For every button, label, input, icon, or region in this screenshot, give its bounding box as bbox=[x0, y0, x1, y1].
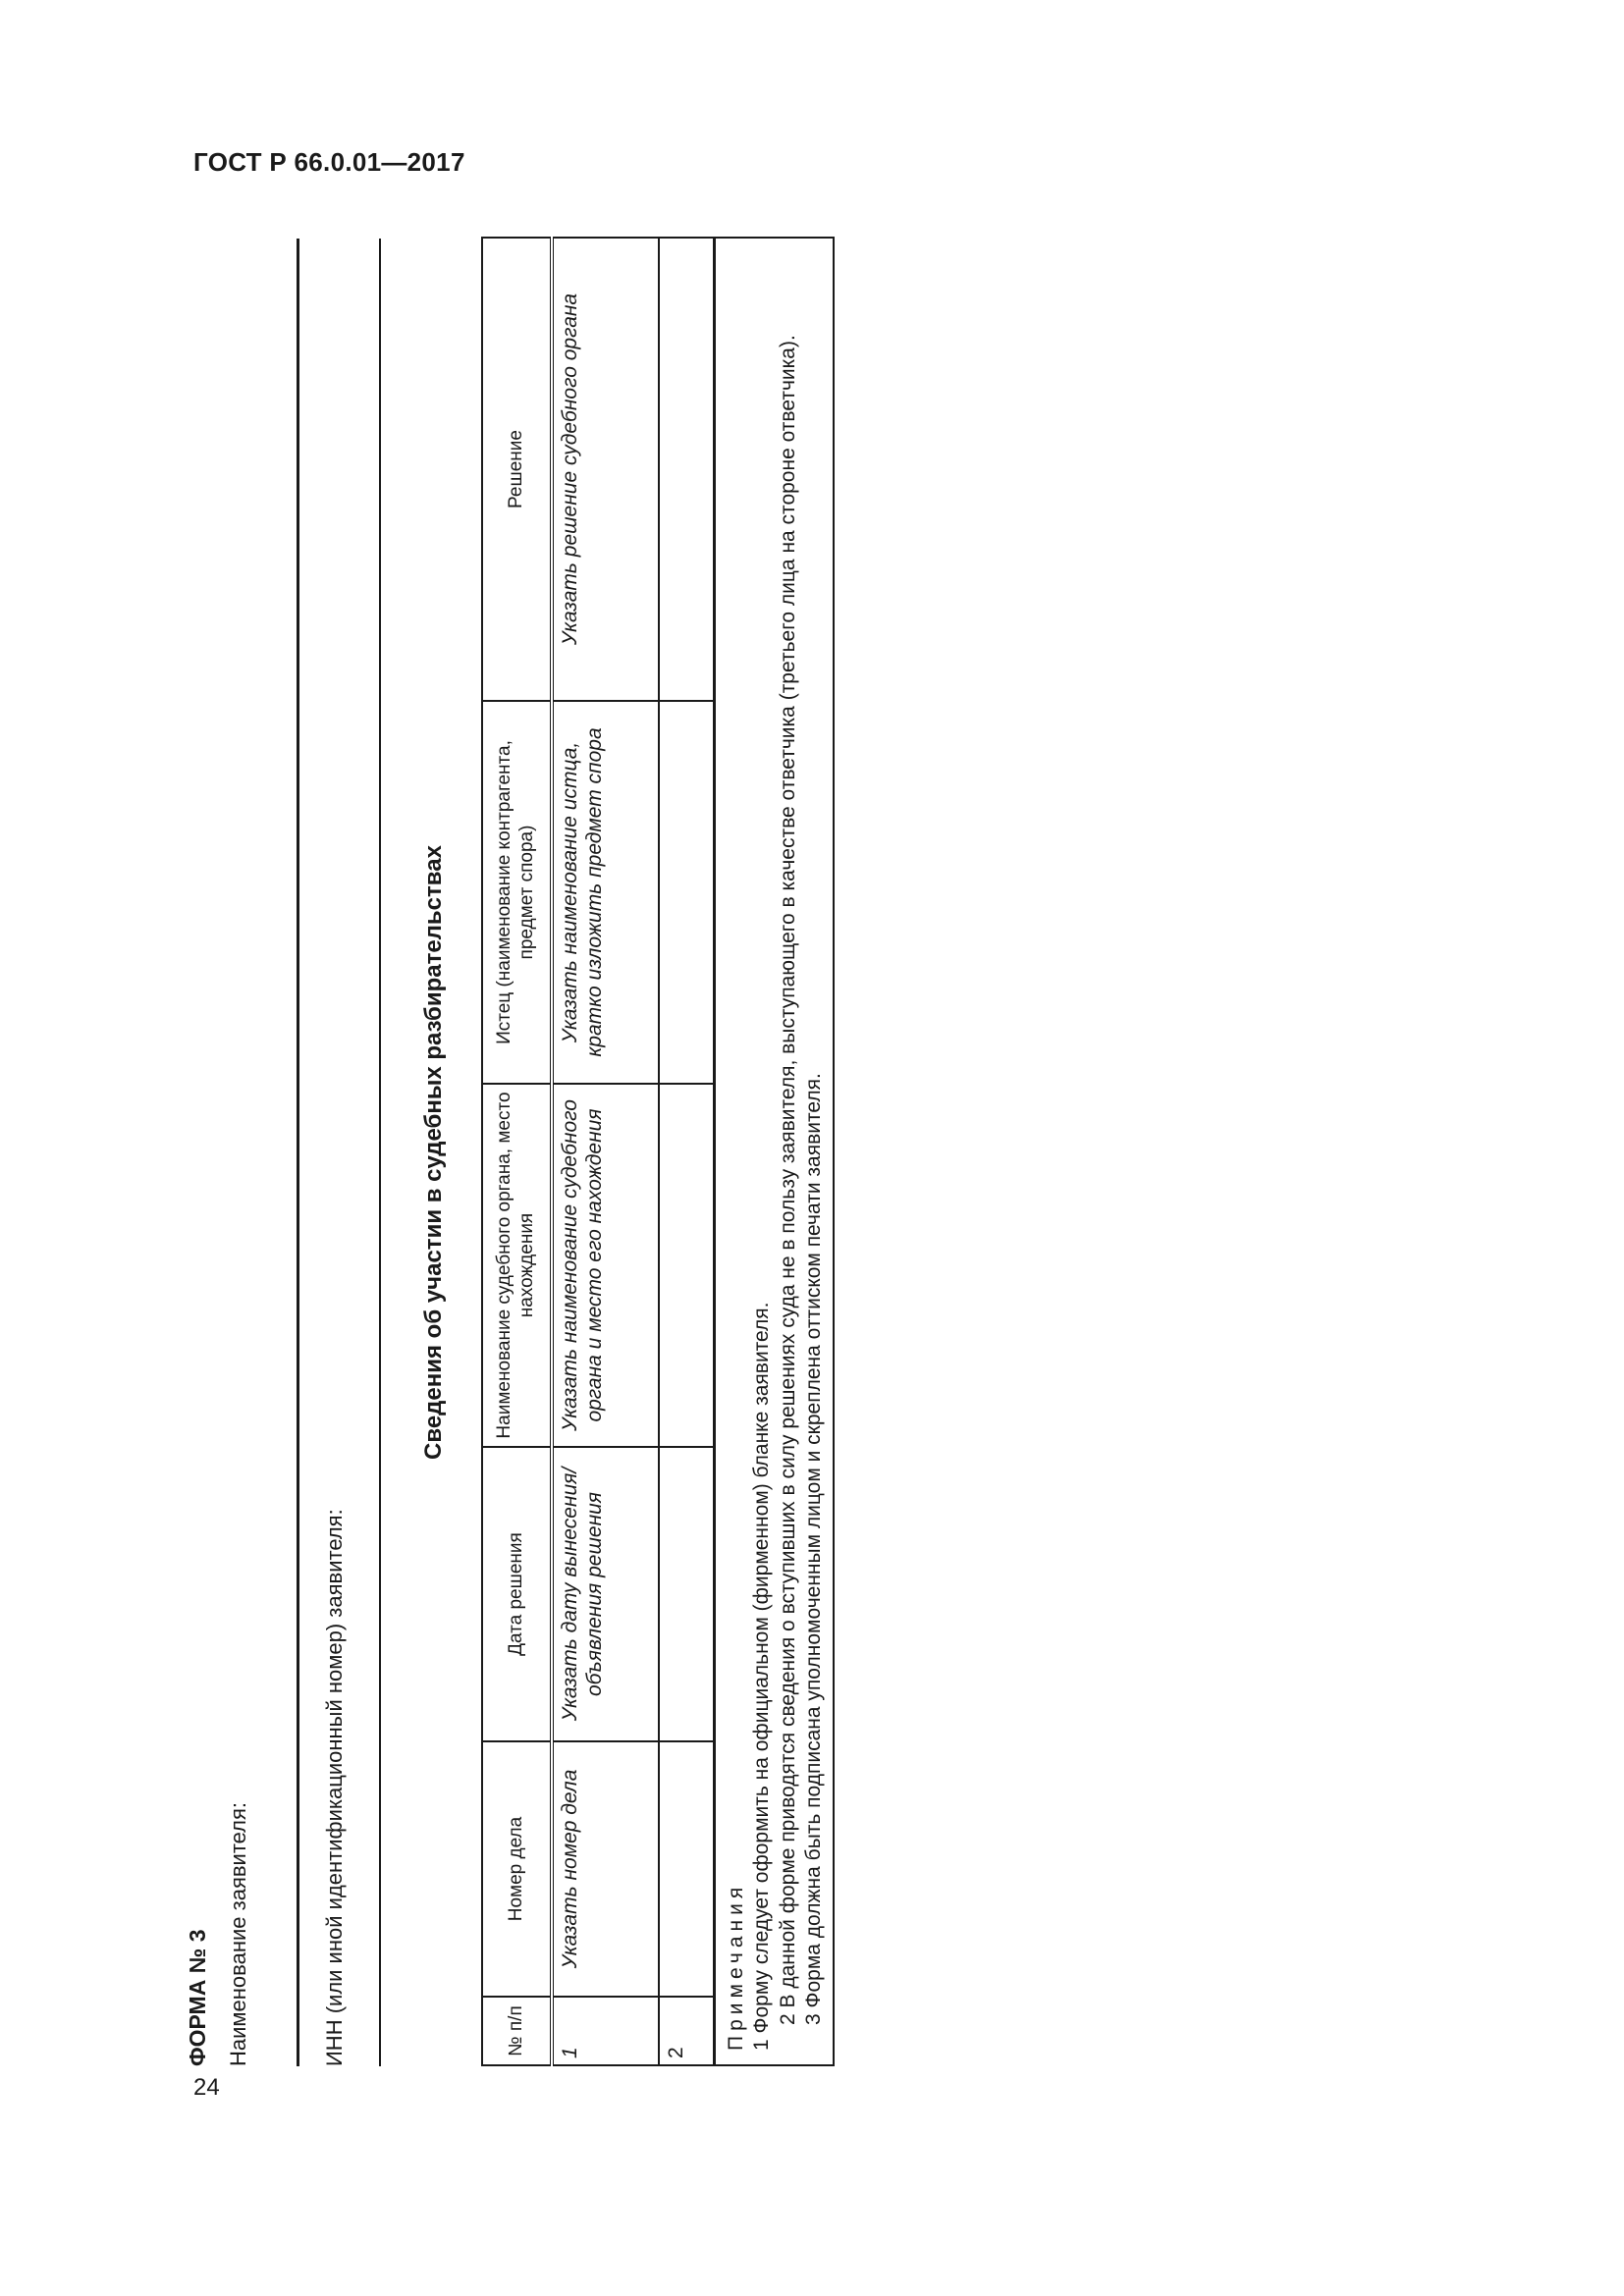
note-item: 3 Форма должна быть подписана уполномоченным лицом и скреплена оттиском печати заявителя. bbox=[801, 1073, 825, 2025]
note-item: 1 Форму следует оформить на официальном (фирменном) бланке заявителя. bbox=[750, 1302, 774, 2051]
cell-decision-date: Указать дату вынесения/ объявления решения bbox=[552, 1447, 659, 1741]
inn-label: ИНН (или иной идентификационный номер) заявителя: bbox=[322, 1509, 347, 2066]
header-case-number: Номер дела bbox=[482, 1741, 552, 1997]
table-row bbox=[659, 238, 715, 2065]
inn-line bbox=[379, 239, 381, 2066]
row-num: 2 bbox=[659, 1997, 715, 2065]
cell-case-number bbox=[659, 1741, 715, 1997]
cell-decision-date bbox=[659, 1447, 715, 1741]
cell-court: Указать наименование судебного органа и место его нахождения bbox=[552, 1084, 659, 1447]
row-num: 1 bbox=[552, 1997, 659, 2065]
section-title: Сведения об участии в судебных разбирательствах bbox=[420, 845, 447, 1460]
notes-cell bbox=[715, 238, 835, 2065]
page-number: 24 bbox=[193, 2074, 220, 2101]
cell-plaintiff bbox=[659, 701, 715, 1084]
header-court: Наименование судебного органа, место нахождения bbox=[482, 1084, 552, 1447]
applicant-name-line bbox=[297, 239, 299, 2066]
header-num: № п/п bbox=[482, 1997, 552, 2065]
header-decision: Решение bbox=[482, 238, 552, 701]
table-header-row bbox=[482, 238, 552, 2065]
cell-plaintiff: Указать наименование истца, кратко изложить предмет спора bbox=[552, 701, 659, 1084]
cell-case-number: Указать номер дела bbox=[552, 1741, 659, 1997]
table-row bbox=[552, 238, 659, 2065]
note-item: 2 В данной форме приводятся сведения о вступивших в силу решениях суда не в пользу заявителя, выступающего в качестве ответчика (третьего лица на стороне ответчика). bbox=[776, 335, 799, 2025]
document-header: ГОСТ Р 66.0.01—2017 bbox=[193, 147, 465, 177]
litigation-table bbox=[481, 237, 835, 2066]
notes-heading: Примечания bbox=[725, 1882, 747, 2051]
form-title: ФОРМА № 3 bbox=[185, 1929, 210, 2066]
cell-court bbox=[659, 1084, 715, 1447]
notes-row bbox=[715, 238, 835, 2065]
cell-decision bbox=[659, 238, 715, 701]
header-plaintiff: Истец (наименование контрагента, предмет спора) bbox=[482, 701, 552, 1084]
applicant-name-label: Наименование заявителя: bbox=[226, 1801, 250, 2066]
cell-decision: Указать решение судебного органа bbox=[552, 238, 659, 701]
rotated-form-block bbox=[185, 221, 892, 2066]
header-decision-date: Дата решения bbox=[482, 1447, 552, 1741]
